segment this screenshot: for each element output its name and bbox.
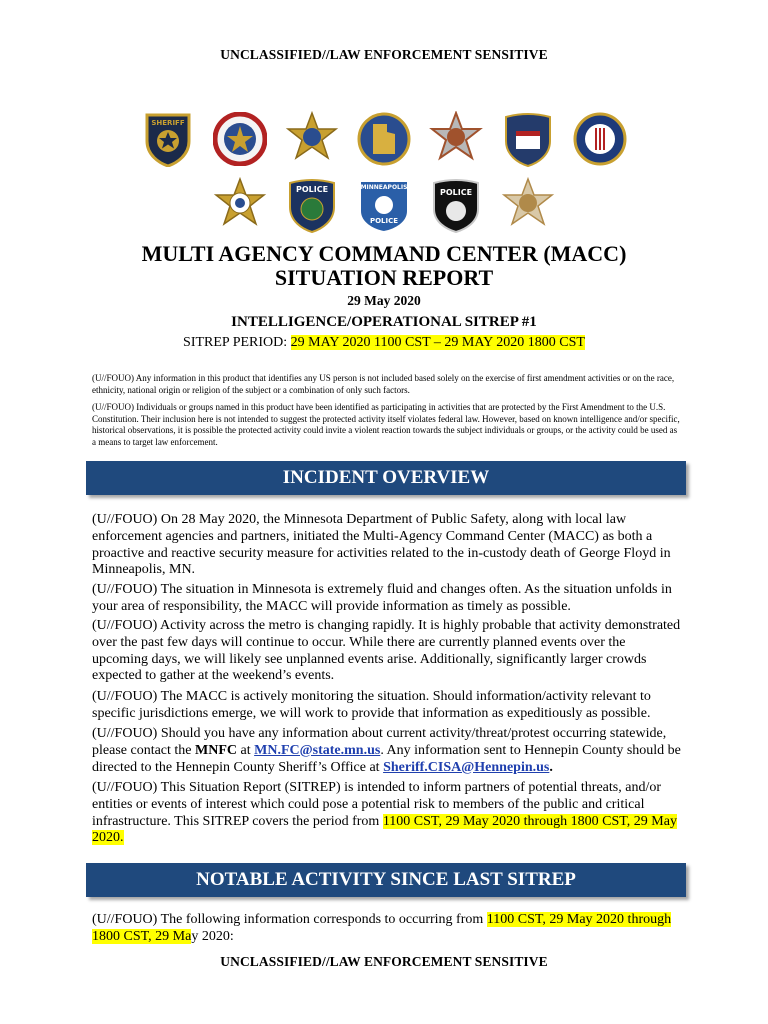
state-patrol-seal (211, 110, 269, 168)
following-text: (U//FOUO) The following information corresponds to occurring from (92, 912, 487, 927)
sitrep-number: INTELLIGENCE/OPERATIONAL SITREP #1 (231, 314, 537, 330)
police-shield-seal (427, 176, 485, 234)
mnfc-email-link[interactable]: MN.FC@state.mn.us (254, 742, 381, 758)
classification-footer: UNCLASSIFIED//LAW ENFORCEMENT SENSITIVE (220, 954, 548, 969)
disclaimer-us-person: (U//FOUO) Any information in this product that identifies any US person is not included based solely on the exercise of first amendment activities or on the race, ethnicity, national origin or religion of the subject or a combination of only such factors. (92, 373, 675, 395)
contact-text-a: (U//FOUO) Should you have any information about current activity/threat/protest occurring statewide, please contact the (92, 726, 667, 758)
sheriff-star-seal-2 (427, 110, 485, 168)
paragraph-macc-monitoring: (U//FOUO) The MACC is actively monitoring the situation. Should information/activity relevant to specific jurisdictions emerge, we will work to provide that information as expeditiously as possible. (92, 689, 651, 721)
section-banner-incident-overview: INCIDENT OVERVIEW (86, 461, 686, 495)
following-text-end: y 2020: (191, 928, 234, 944)
purpose-text: (U//FOUO) This Situation Report (SITREP) is intended to inform partners of potential threats, and/or entities or events of interest which could pose a potential risk to members of the public and critical infrastructure. This SITREP covers the period from (92, 780, 661, 829)
sitrep-period-value: 29 MAY 2020 1100 CST – 29 MAY 2020 1800 CST (290, 335, 585, 350)
paragraph-situation-fluid: (U//FOUO) The situation in Minnesota is extremely fluid and changes often. As the situation unfolds in your area of responsibility, the MACC will provide information as timely as possible. (92, 582, 672, 614)
following-period-highlight: 1100 CST, 29 May 2020 through 1800 CST, 29 Ma (92, 912, 672, 944)
paragraph-sitrep-purpose (92, 780, 684, 847)
police-badge-seal (283, 176, 341, 234)
classification-header: UNCLASSIFIED//LAW ENFORCEMENT SENSITIVE (220, 47, 548, 62)
minneapolis-police-seal (355, 176, 413, 234)
disclaimer-first-amendment: (U//FOUO) Individuals or groups named in this product have been identified as participating in activities that are protected by the First Amendment to the U.S. Constitution. Their inclusion here is not intended to suggest the protected activity itself violates federal law. However, based on known intelligence and/or specific, historical observations, it is possible the protected activity could invite a violent reaction towards the subject individuals or groups, or the activity could be used as a means to target law enforcement. (92, 402, 680, 447)
police-shield-text: POLICE (439, 188, 473, 197)
contact-text-b: . Any information sent to Hennepin County should be directed to the Hennepin County Sheriff’s Office at (92, 742, 681, 775)
contact-text-end: . (549, 759, 553, 775)
county-sheriff-star-seal (283, 110, 341, 168)
fbi-seal (571, 110, 629, 168)
sheriff-badge-text: SHERIFF (151, 119, 185, 127)
report-title-line-1: MULTI AGENCY COMMAND CENTER (MACC) (141, 241, 627, 266)
report-date: 29 May 2020 (347, 293, 421, 308)
paragraph-following-info (92, 912, 684, 946)
mnfc-label: MNFC (195, 742, 238, 758)
sheriff-star-seal-3 (211, 176, 269, 234)
contact-text-at: at (237, 742, 255, 758)
agency-seals-row-2 (0, 176, 768, 234)
sitrep-period (0, 335, 768, 351)
sheriff-star-seal-4 (499, 176, 557, 234)
bloomington-police-seal (499, 110, 557, 168)
agency-seals-row-1 (0, 110, 768, 168)
paragraph-contact-info (92, 726, 684, 776)
purpose-period-highlight: 1100 CST, 29 May 2020 through 1800 CST, 29 May 2020. (92, 813, 677, 846)
minnesota-dps-seal (355, 110, 413, 168)
paragraph-activity-changing: (U//FOUO) Activity across the metro is changing rapidly. It is highly probable that activity demonstrated over the past few days will continue to occur. While there are currently planned events over the upcoming days, we will likely see unplanned events arise. Additionally, significantly larger crowds expected to gather at the weekend’s events. (92, 618, 681, 684)
report-title-line-2: SITUATION REPORT (274, 265, 494, 290)
paragraph-macc-initiation: (U//FOUO) On 28 May 2020, the Minnesota Department of Public Safety, along with local law enforcement agencies and partners, initiated the Multi-Agency Command Center (MACC) as both a proactive and reactive security measure for activities related to the in-custody death of George Floyd in Minneapolis, MN. (92, 512, 671, 578)
section-banner-notable-activity: NOTABLE ACTIVITY SINCE LAST SITREP (86, 863, 686, 897)
sitrep-period-label: SITREP PERIOD: (183, 335, 291, 350)
minneapolis-police-text: POLICE (369, 217, 399, 225)
minneapolis-text: MINNEAPOLIS (360, 184, 408, 191)
sheriff-badge-seal (139, 110, 197, 168)
hennepin-email-link[interactable]: Sheriff.CISA@Hennepin.us (383, 759, 550, 775)
police-badge-text: POLICE (295, 185, 329, 194)
